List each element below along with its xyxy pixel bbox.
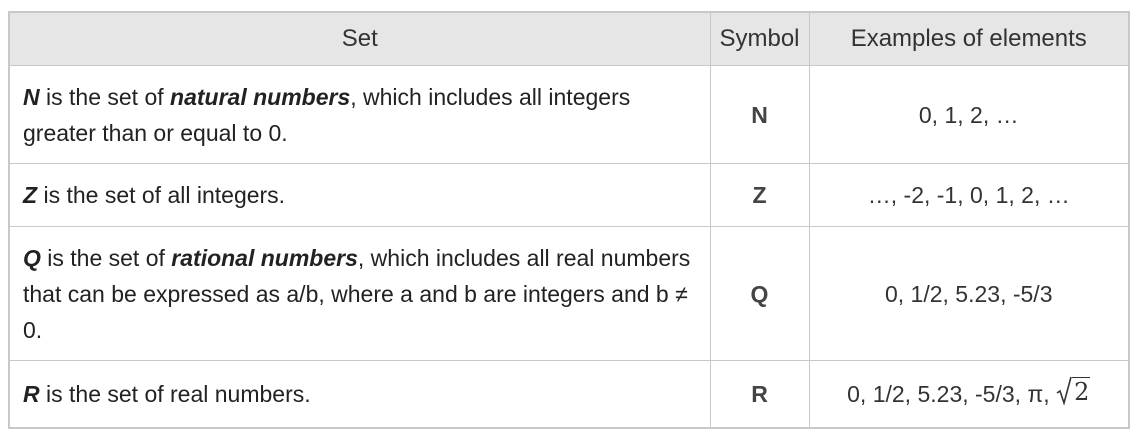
set-description-real <box>9 361 710 429</box>
set-letter: N <box>23 83 40 110</box>
set-symbol: Q <box>710 227 809 361</box>
set-term: rational numbers <box>171 244 358 271</box>
table-row-natural <box>9 66 1129 164</box>
table-row-integers <box>9 164 1129 227</box>
table-row-real <box>9 361 1129 429</box>
header-examples: Examples of elements <box>809 12 1129 66</box>
examples-text: 0, 1/2, 5.23, -5/3, π, <box>847 381 1057 407</box>
description-text: is the set of all integers. <box>37 182 286 208</box>
sqrt-radicand: 2 <box>1074 378 1090 406</box>
description-text: , which includes all real numbers that can be expressed as a/b, where a and b are integers and b ≠ 0. <box>23 244 691 343</box>
set-description-integers <box>9 164 710 227</box>
set-description-rational <box>9 227 710 361</box>
header-row <box>9 12 1129 66</box>
set-letter: Z <box>23 182 38 208</box>
set-examples: …, -2, -1, 0, 1, 2, … <box>809 164 1129 227</box>
set-letter: Q <box>23 244 41 271</box>
set-examples: 0, 1, 2, … <box>809 66 1129 164</box>
sets-table-container <box>8 11 1130 429</box>
description-text: is the set of real numbers. <box>39 381 311 407</box>
description-text: , which includes all integers greater than or equal to 0. <box>23 83 631 146</box>
set-description-natural <box>9 66 710 164</box>
header-set: Set <box>9 12 710 66</box>
sets-table <box>8 11 1130 429</box>
square-root <box>1056 376 1090 406</box>
set-symbol: Z <box>710 164 809 227</box>
table-row-rational <box>9 227 1129 361</box>
set-term: natural numbers <box>170 83 351 110</box>
set-letter: R <box>23 381 40 407</box>
description-text: is the set of <box>39 83 171 110</box>
radical-sign-icon <box>1056 376 1072 406</box>
set-examples <box>809 361 1129 429</box>
description-text: is the set of <box>40 244 172 271</box>
set-symbol: R <box>710 361 809 429</box>
header-symbol: Symbol <box>710 12 809 66</box>
set-examples: 0, 1/2, 5.23, -5/3 <box>809 227 1129 361</box>
set-symbol: N <box>710 66 809 164</box>
